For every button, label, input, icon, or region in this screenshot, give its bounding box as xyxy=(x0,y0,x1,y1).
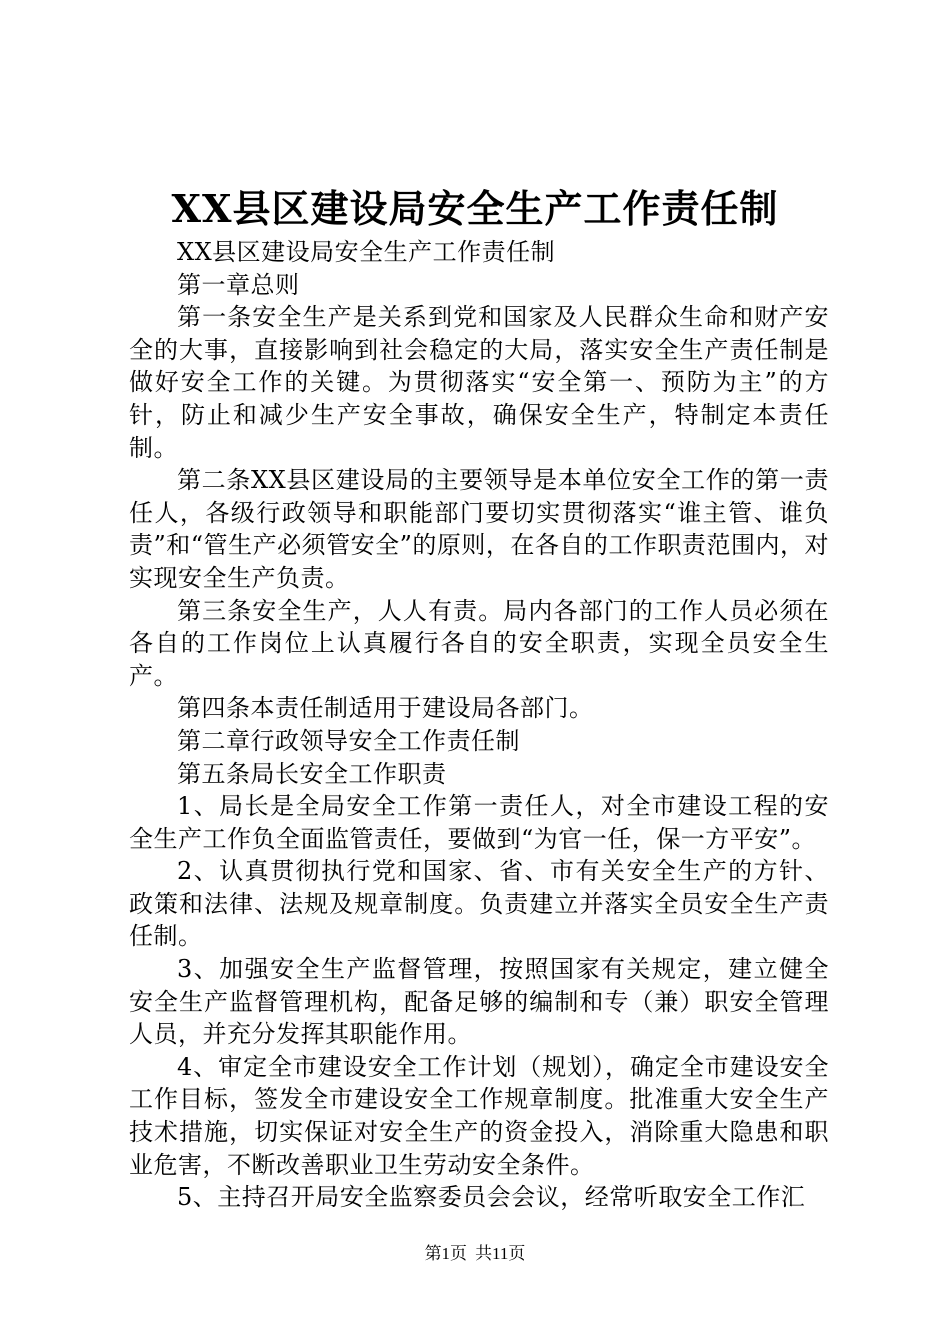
document-title: XX县区建设局安全生产工作责任制 xyxy=(171,186,779,231)
page-total: 共11页 xyxy=(475,1244,526,1263)
paragraph: 第四条本责任制适用于建设局各部门。 xyxy=(177,694,594,723)
paragraph: 5、主持召开局安全监察委员会会议，经常听取安全工作汇 xyxy=(177,1183,806,1212)
paragraph: 第二条XX县区建设局的主要领导是本单位安全工作的第一责任人，各级行政领导和职能部门要切实贯彻落实“谁主管、谁负责”和“管生产必须管安全”的原则，在各自的工作职责范围内，对实现安全生产负责。 xyxy=(129,466,829,592)
paragraph: 2、认真贯彻执行党和国家、省、市有关安全生产的方针、政策和法律、法规及规章制度。负责建立并落实全员安全生产责任制。 xyxy=(129,857,829,951)
paragraph: 1、局长是全局安全工作第一责任人，对全市建设工程的安全生产工作负全面监管责任，要做到“为官一任，保一方平安”。 xyxy=(129,792,829,853)
paragraph: XX县区建设局安全生产工作责任制 xyxy=(177,238,556,266)
paragraph: 3、加强安全生产监督管理，按照国家有关规定，建立健全安全生产监督管理机构，配备足够的编制和专（兼）职安全管理人员，并充分发挥其职能作用。 xyxy=(129,955,829,1049)
document-body xyxy=(129,236,829,1214)
paragraph: 第二章行政领导安全工作责任制 xyxy=(177,726,520,755)
paragraph: 第三条安全生产，人人有责。局内各部门的工作人员必须在各自的工作岗位上认真履行各自的安全职责，实现全员安全生产。 xyxy=(129,596,829,690)
paragraph: 第一章总则 xyxy=(177,270,300,299)
paragraph: 第一条安全生产是关系到党和国家及人民群众生命和财产安全的大事，直接影响到社会稳定的大局，落实安全生产责任制是做好安全工作的关键。为贯彻落实“安全第一、预防为主”的方针，防止和减少生产安全事故，确保安全生产，特制定本责任制。 xyxy=(129,303,829,462)
page-footer xyxy=(0,1243,950,1265)
paragraph: 4、审定全市建设安全工作计划（规划），确定全市建设安全工作目标，签发全市建设安全工作规章制度。批准重大安全生产技术措施，切实保证对安全生产的资金投入，消除重大隐患和职业危害，不断改善职业卫生劳动安全条件。 xyxy=(129,1052,829,1179)
page-number: 第1页 xyxy=(424,1244,468,1263)
paragraph: 第五条局长安全工作职责 xyxy=(177,759,447,788)
